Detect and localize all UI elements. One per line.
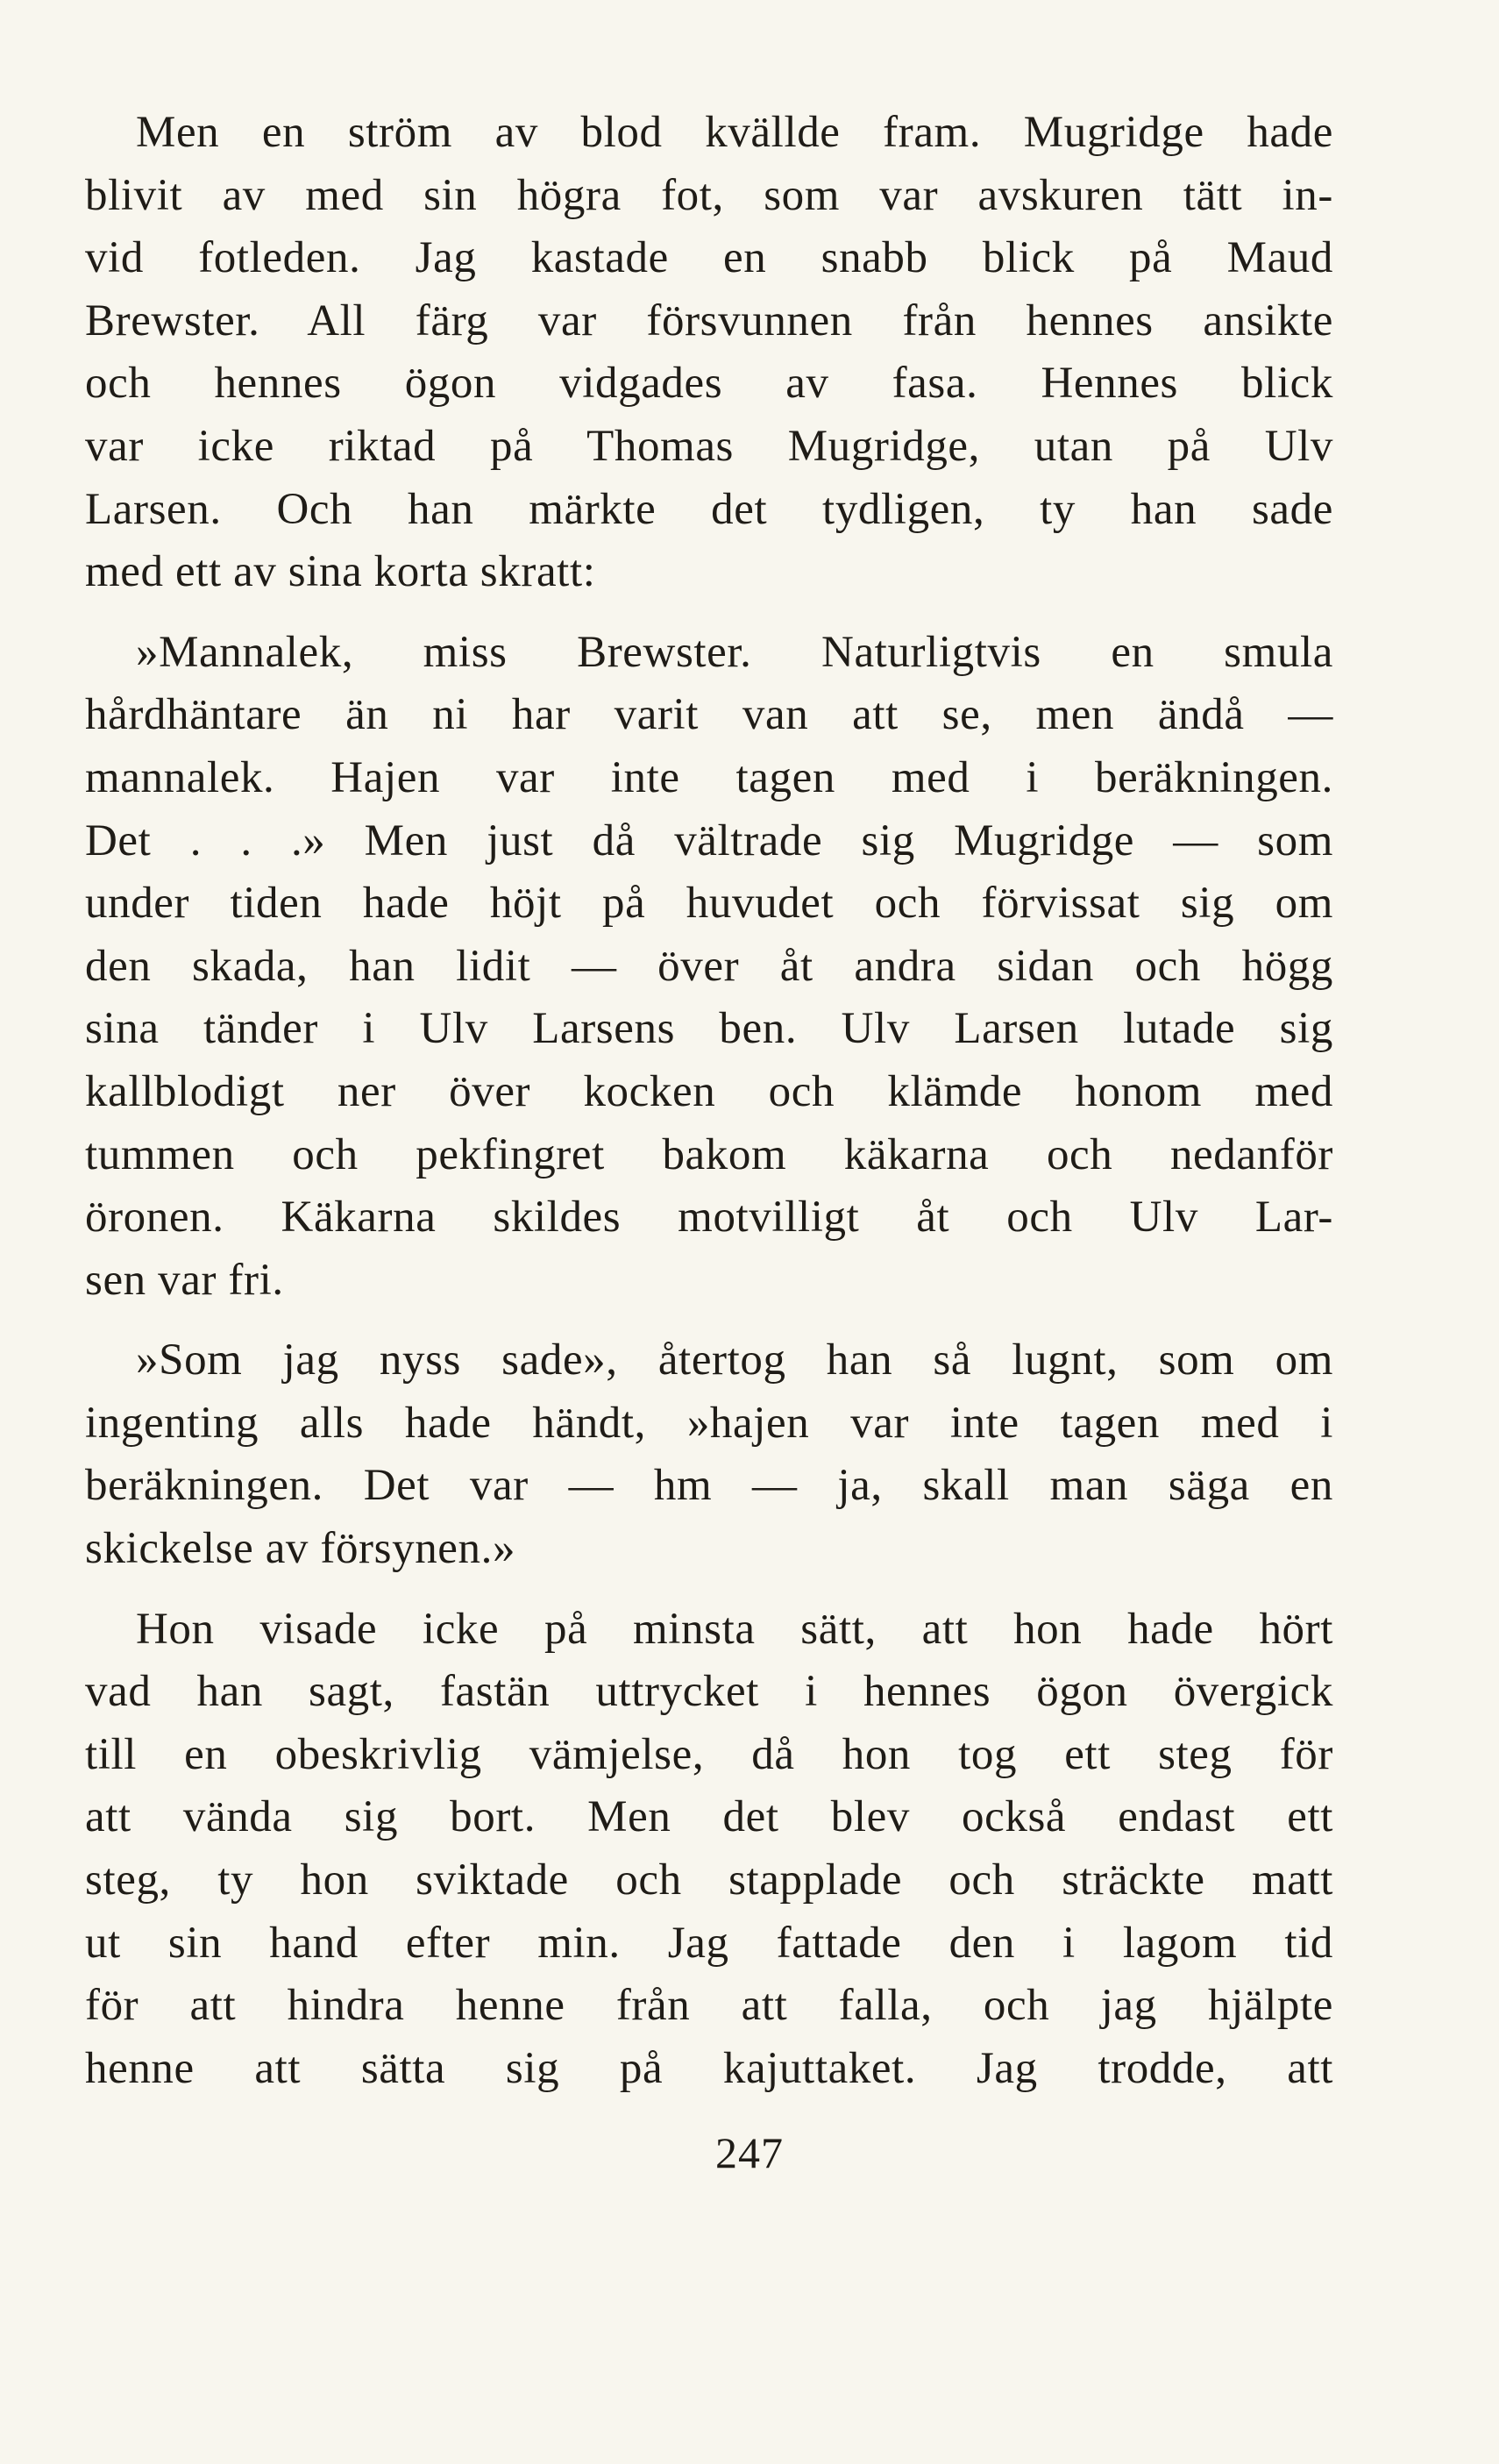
text-line: Det . . .» Men just då vältrade sig Mugridge — som xyxy=(85,815,1333,865)
text-line: att vända sig bort. Men det blev också endast ett xyxy=(85,1792,1333,1842)
text-line: med ett av sina korta skratt: xyxy=(85,547,596,597)
paragraph-4 xyxy=(85,1599,1333,2101)
text-line: till en obeskrivlig vämjelse, då hon tog ett steg för xyxy=(85,1729,1333,1779)
text-line: tummen och pekfingret bakom käkarna och nedanför xyxy=(85,1129,1333,1179)
text-line: den skada, han lidit — över åt andra sidan och högg xyxy=(85,941,1333,991)
text-line: Hon visade icke på minsta sätt, att hon hade hört xyxy=(136,1604,1333,1654)
text-line: mannalek. Hajen var inte tagen med i beräkningen. xyxy=(85,752,1333,802)
text-line: hårdhäntare än ni har varit van att se, men ändå — xyxy=(85,690,1333,740)
paragraph-spacer xyxy=(85,1312,1333,1329)
text-line: henne att sätta sig på kajuttaket. Jag trodde, att xyxy=(85,2043,1333,2093)
text-line: »Mannalek, miss Brewster. Naturligtvis en smula xyxy=(136,627,1333,677)
text-line: steg, ty hon sviktade och stapplade och sträckte matt xyxy=(85,1855,1333,1905)
text-line: för att hindra henne från att falla, och jag hjälpte xyxy=(85,1981,1333,2031)
text-line: skickelse av försynen.» xyxy=(85,1524,516,1574)
text-line: vid fotleden. Jag kastade en snabb blick på Maud xyxy=(85,233,1333,283)
paragraph-spacer xyxy=(85,604,1333,622)
text-line: Men en ström av blod kvällde fram. Mugridge hade xyxy=(136,108,1333,157)
text-line: beräkningen. Det var — hm — ja, skall man säga en xyxy=(85,1461,1333,1511)
text-line: ingenting alls hade händt, »hajen var inte tagen med i xyxy=(85,1398,1333,1448)
text-line: var icke riktad på Thomas Mugridge, utan på Ulv xyxy=(85,421,1333,471)
text-line: sen var fri. xyxy=(85,1255,284,1305)
text-line: Brewster. All färg var försvunnen från hennes ansikte xyxy=(85,296,1333,345)
text-line: under tiden hade höjt på huvudet och förvissat sig om xyxy=(85,879,1333,929)
text-line: ut sin hand efter min. Jag fattade den i lagom tid xyxy=(85,1918,1333,1968)
text-line: »Som jag nyss sade», återtog han så lugnt, som om xyxy=(136,1335,1333,1385)
paragraph-2 xyxy=(85,622,1333,1313)
paragraph-1 xyxy=(85,102,1333,604)
text-line: och hennes ögon vidgades av fasa. Hennes blick xyxy=(85,359,1333,409)
text-line: sina tänder i Ulv Larsens ben. Ulv Larsen lutade sig xyxy=(85,1004,1333,1054)
text-line: Larsen. Och han märkte det tydligen, ty han sade xyxy=(85,484,1333,534)
page-number: 247 xyxy=(715,2128,784,2177)
text-line: blivit av med sin högra fot, som var avskuren tätt in- xyxy=(85,170,1333,220)
paragraph-spacer xyxy=(85,1581,1333,1599)
text-line: kallblodigt ner över kocken och klämde honom med xyxy=(85,1066,1333,1116)
text-line: öronen. Käkarna skildes motvilligt åt och Ulv Lar- xyxy=(85,1193,1333,1243)
text-line: vad han sagt, fastän uttrycket i hennes ögon övergick xyxy=(85,1667,1333,1717)
paragraph-3 xyxy=(85,1329,1333,1580)
body-text xyxy=(85,102,1333,2100)
